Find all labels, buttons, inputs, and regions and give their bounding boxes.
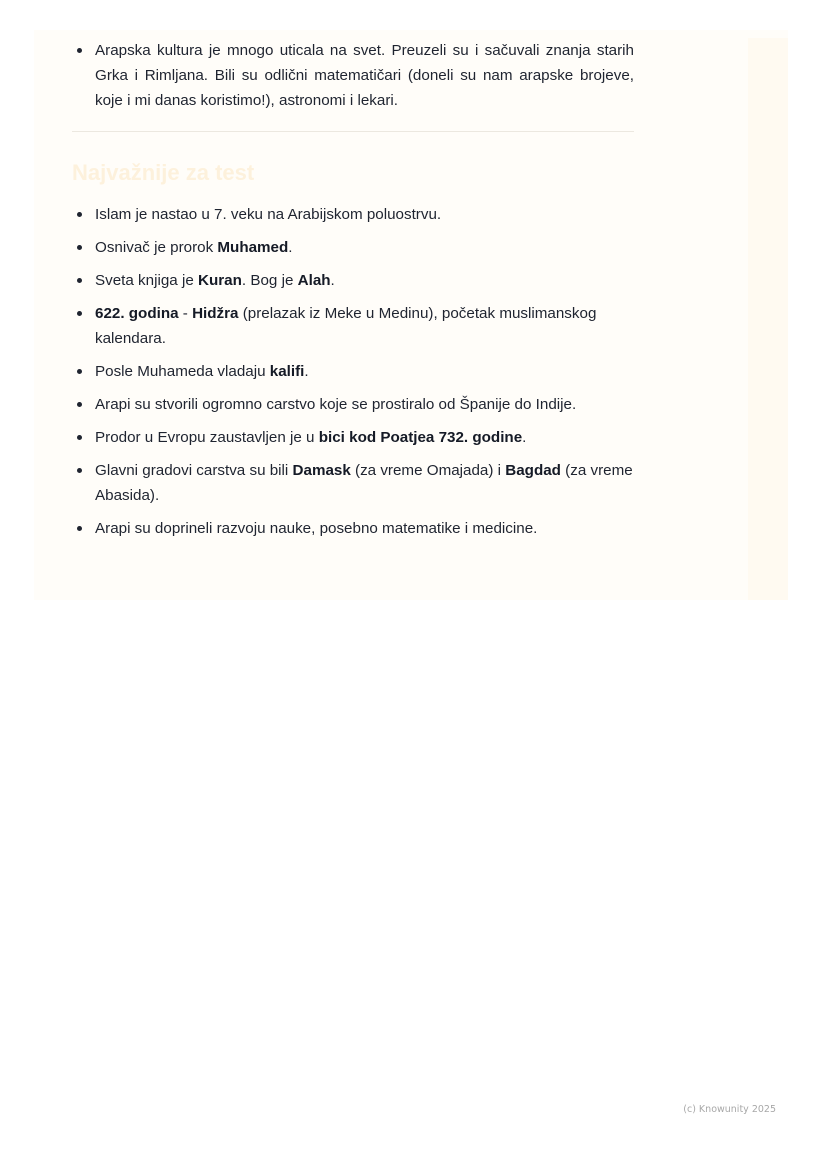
item-text: Arapi su stvorili ogromno carstvo koje se prostiralo od Španije do Indije.: [95, 396, 577, 413]
item-bold: Alah: [297, 272, 331, 289]
list-item: [72, 359, 634, 384]
item-bold: kalifi: [269, 363, 305, 380]
item-text: Islam je nastao u 7. veku na Arabijskom poluostrvu.: [95, 206, 442, 223]
footer-copyright: (c) Knowunity 2025: [683, 1104, 776, 1115]
key-points-list: [72, 202, 634, 541]
list-item: [72, 392, 634, 417]
list-item: [72, 235, 634, 260]
item-bold: Hidžra: [192, 305, 239, 322]
list-item: [72, 268, 634, 293]
item-text: .: [304, 363, 309, 380]
item-text: .: [330, 272, 335, 289]
intro-item: [72, 38, 634, 113]
item-text: Osnivač je prorok: [95, 239, 218, 256]
item-text: . Bog je: [241, 272, 298, 289]
item-text: Arapi su doprineli razvoju nauke, posebno matematike i medicine.: [95, 520, 538, 537]
item-bold: 622. godina: [95, 305, 179, 322]
item-bold: Bagdad: [505, 462, 561, 479]
section-title: Najvažnije za test: [72, 160, 255, 185]
list-item: [72, 425, 634, 450]
item-bold: bici kod Poatjea 732. godine: [318, 429, 523, 446]
list-item: [72, 202, 634, 227]
item-text: (za vreme Omajada) i: [350, 462, 506, 479]
list-item: [72, 301, 634, 351]
document-content: [72, 38, 634, 549]
list-item: [72, 458, 634, 508]
item-text: (prelazak iz Meke u Medinu), početak muslimanskog kalendara.: [95, 305, 597, 347]
item-bold: Kuran: [198, 272, 242, 289]
list-item: [72, 516, 634, 541]
item-text: .: [288, 239, 293, 256]
intro-list: [72, 38, 634, 113]
side-strip: [748, 38, 788, 600]
item-text: Glavni gradovi carstva su bili: [95, 462, 293, 479]
item-text: .: [522, 429, 527, 446]
item-text: Prodor u Evropu zaustavljen je u: [95, 429, 319, 446]
item-bold: Damask: [292, 462, 351, 479]
item-text: (za vreme Abasida).: [95, 462, 633, 504]
section-divider: [72, 131, 634, 132]
item-text: Posle Muhameda vladaju: [95, 363, 270, 380]
item-text: Sveta knjiga je: [95, 272, 198, 289]
item-text: -: [178, 305, 193, 322]
intro-text: Arapska kultura je mnogo uticala na svet. Preuzeli su i sačuvali znanja starih Grka i Rimljana. Bili su odlični matematičari (doneli su nam arapske brojeve, koje i mi danas koristimo!), astronomi i lekari.: [95, 42, 634, 109]
item-bold: Muhamed: [217, 239, 289, 256]
